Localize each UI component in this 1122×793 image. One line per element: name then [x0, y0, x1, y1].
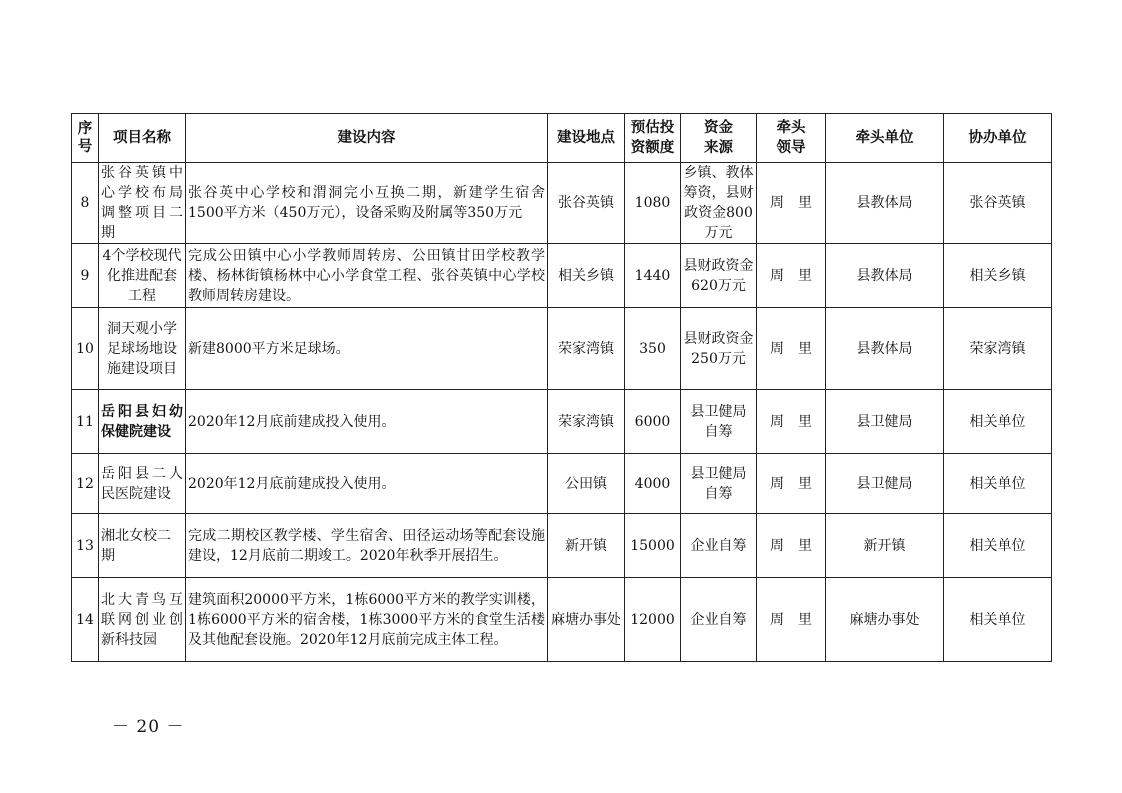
row-name: 岳阳县二人民医院建设 [99, 454, 186, 514]
row-seq: 10 [72, 308, 99, 390]
row-assist-unit: 荣家湾镇 [944, 308, 1052, 390]
row-content: 2020年12月底前建成投入使用。 [186, 454, 548, 514]
row-seq: 13 [72, 514, 99, 578]
row-location: 荣家湾镇 [548, 390, 625, 454]
row-lead-unit: 县卫健局 [826, 454, 944, 514]
row-seq: 9 [72, 244, 99, 308]
row-funding: 县卫健局自筹 [681, 390, 757, 454]
row-assist-unit: 相关单位 [944, 454, 1052, 514]
row-assist-unit: 相关单位 [944, 578, 1052, 662]
row-content: 张谷英中心学校和渭洞完小互换二期，新建学生宿舍1500平方米（450万元），设备采购及附属等350万元 [186, 163, 548, 244]
table-row [72, 244, 1052, 308]
row-leader: 周 里 [757, 308, 826, 390]
row-content: 建筑面积20000平方米，1栋6000平方米的教学实训楼，1栋6000平方米的宿舍楼，1栋3000平方米的食堂生活楼及其他配套设施。2020年12月底前完成主体工程。 [186, 578, 548, 662]
row-lead-unit: 县教体局 [826, 308, 944, 390]
row-seq: 14 [72, 578, 99, 662]
header-seq: 序号 [72, 114, 99, 163]
table-row [72, 163, 1052, 244]
row-seq: 8 [72, 163, 99, 244]
row-funding: 县卫健局自筹 [681, 454, 757, 514]
row-lead-unit: 县教体局 [826, 244, 944, 308]
row-investment: 6000 [625, 390, 681, 454]
row-leader: 周 里 [757, 454, 826, 514]
header-name: 项目名称 [99, 114, 186, 163]
row-investment: 350 [625, 308, 681, 390]
page-number: － 20 － [112, 717, 185, 737]
header-funding: 资金来源 [681, 114, 757, 163]
header-assist-unit: 协办单位 [944, 114, 1052, 163]
row-lead-unit: 县教体局 [826, 163, 944, 244]
row-name: 北大青鸟互联网创业创新科技园 [99, 578, 186, 662]
row-investment: 15000 [625, 514, 681, 578]
row-content: 新建8000平方米足球场。 [186, 308, 548, 390]
header-location: 建设地点 [548, 114, 625, 163]
row-seq: 11 [72, 390, 99, 454]
row-name: 4个学校现代化推进配套工程 [99, 244, 186, 308]
row-funding: 乡镇、教体筹资，县财政资金800万元 [681, 163, 757, 244]
row-leader: 周 里 [757, 514, 826, 578]
row-location: 相关乡镇 [548, 244, 625, 308]
row-lead-unit: 新开镇 [826, 514, 944, 578]
row-investment: 1440 [625, 244, 681, 308]
row-location: 张谷英镇 [548, 163, 625, 244]
row-content: 完成公田镇中心小学教师周转房、公田镇甘田学校教学楼、杨林街镇杨林中心小学食堂工程、张谷英镇中心学校教师周转房建设。 [186, 244, 548, 308]
row-name: 湘北女校二期 [99, 514, 186, 578]
row-name: 洞天观小学足球场地设施建设项目 [99, 308, 186, 390]
row-assist-unit: 相关单位 [944, 390, 1052, 454]
table-row [72, 514, 1052, 578]
row-location: 麻塘办事处 [548, 578, 625, 662]
header-leader: 牵头领导 [757, 114, 826, 163]
row-investment: 1080 [625, 163, 681, 244]
header-lead-unit: 牵头单位 [826, 114, 944, 163]
row-location: 荣家湾镇 [548, 308, 625, 390]
row-leader: 周 里 [757, 163, 826, 244]
row-location: 新开镇 [548, 514, 625, 578]
table-row [72, 454, 1052, 514]
header-investment: 预估投资额度 [625, 114, 681, 163]
table-row [72, 578, 1052, 662]
row-content: 2020年12月底前建成投入使用。 [186, 390, 548, 454]
row-leader: 周 里 [757, 390, 826, 454]
row-location: 公田镇 [548, 454, 625, 514]
row-lead-unit: 县卫健局 [826, 390, 944, 454]
row-assist-unit: 张谷英镇 [944, 163, 1052, 244]
row-funding: 企业自筹 [681, 514, 757, 578]
row-funding: 县财政资金250万元 [681, 308, 757, 390]
table-row [72, 308, 1052, 390]
row-funding: 企业自筹 [681, 578, 757, 662]
row-assist-unit: 相关乡镇 [944, 244, 1052, 308]
row-leader: 周 里 [757, 244, 826, 308]
row-investment: 4000 [625, 454, 681, 514]
row-leader: 周 里 [757, 578, 826, 662]
row-name: 岳阳县妇幼保健院建设 [99, 390, 186, 454]
row-content: 完成二期校区教学楼、学生宿舍、田径运动场等配套设施建设，12月底前二期竣工。2020年秋季开展招生。 [186, 514, 548, 578]
table-row [72, 390, 1052, 454]
project-table [71, 113, 1052, 662]
row-investment: 12000 [625, 578, 681, 662]
row-seq: 12 [72, 454, 99, 514]
row-assist-unit: 相关单位 [944, 514, 1052, 578]
row-lead-unit: 麻塘办事处 [826, 578, 944, 662]
header-content: 建设内容 [186, 114, 548, 163]
table-header-row [72, 114, 1052, 163]
row-name: 张谷英镇中心学校布局调整项目二期 [99, 163, 186, 244]
row-funding: 县财政资金620万元 [681, 244, 757, 308]
